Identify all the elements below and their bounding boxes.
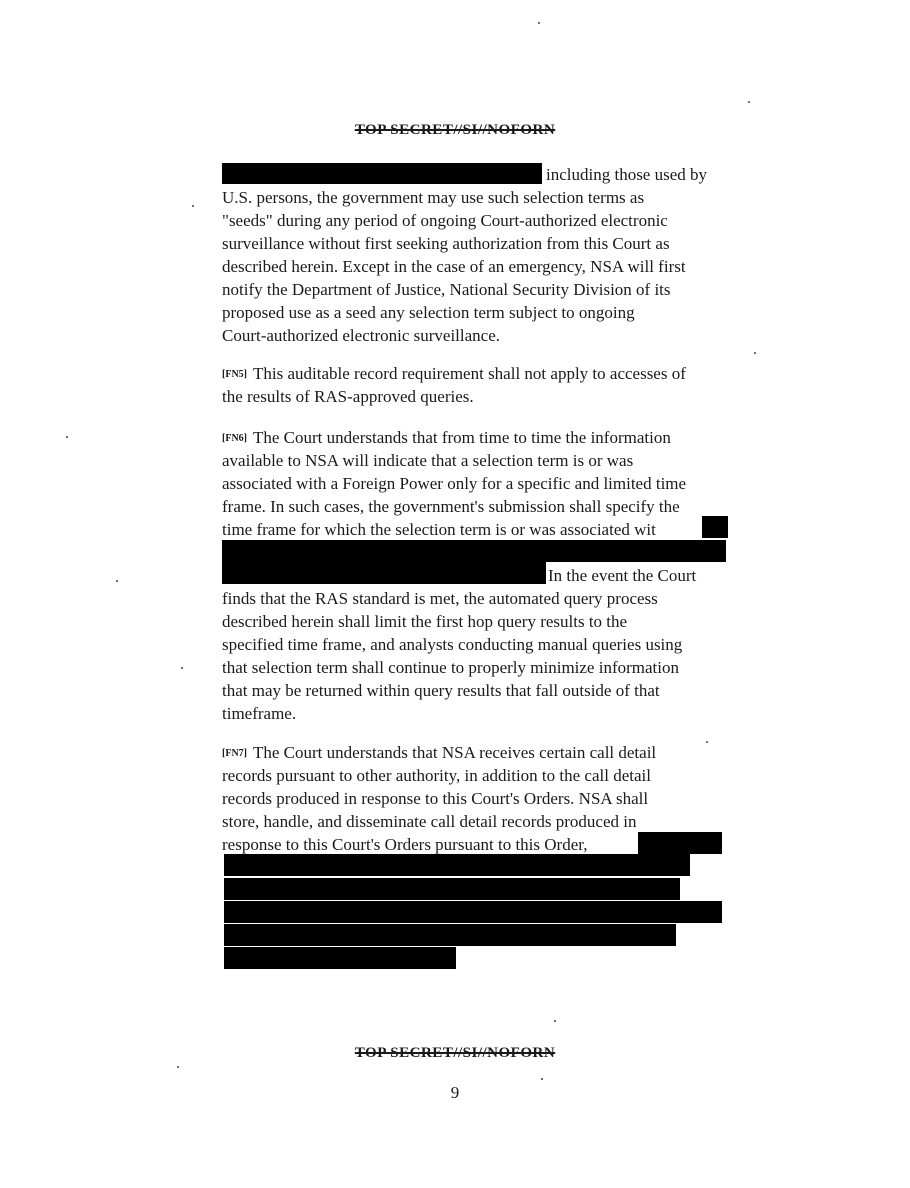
scan-speck [748,101,750,103]
text-line: specified time frame, and analysts conducting manual queries using [222,635,683,654]
text-line: response to this Court's Orders pursuant to this Order, [222,835,588,854]
page-number: 9 [450,1083,460,1102]
footnote-5: [FN5] This auditable record requirement shall not apply to accesses of the results of RAS-approved queries. [222,362,732,408]
text-line: "seeds" during any period of ongoing Court-authorized electronic [222,211,668,230]
redaction-bar [224,878,680,900]
text-line: that selection term shall continue to properly minimize information [222,658,679,677]
scan-speck [706,741,708,743]
scan-speck [66,436,68,438]
text-line: the results of RAS-approved queries. [222,387,474,406]
scan-speck [177,1066,179,1068]
text-line: including those used by [222,163,732,186]
text-line: surveillance without first seeking authorization from this Court as [222,234,670,253]
text-line: described herein. Except in the case of an emergency, NSA will first [222,257,686,276]
footnote-marker: [FN7] [222,748,247,759]
text-line: records produced in response to this Court's Orders. NSA shall [222,789,649,808]
redaction-bar [638,832,722,854]
text-line: finds that the RAS standard is met, the automated query process [222,589,658,608]
text-line: proposed use as a seed any selection term subject to ongoing [222,303,635,322]
scan-speck [181,667,183,669]
text-line: that may be returned within query results that fall outside of that [222,681,660,700]
scan-speck [538,22,540,24]
text-line: described herein shall limit the first hop query results to the [222,612,628,631]
redaction-bar [224,901,722,923]
scan-speck [541,1078,543,1080]
text-line: associated with a Foreign Power only for a specific and limited time [222,474,687,493]
redaction-bar [222,562,546,584]
footnote-marker: [FN5] [222,369,247,380]
redaction-bar [224,854,690,876]
text-line: Court-authorized electronic surveillance. [222,326,501,345]
text-line: available to NSA will indicate that a selection term is or was [222,451,634,470]
text-line: store, handle, and disseminate call detail records produced in [222,812,637,831]
scan-speck [116,580,118,582]
scan-speck [754,352,756,354]
redaction-bar [222,163,542,184]
footnote-marker: [FN6] [222,433,247,444]
text-line: frame. In such cases, the government's submission shall specify the [222,497,680,516]
redaction-bar [224,947,456,969]
header-classification: TOP SECRET//SI//NOFORN [354,122,556,138]
text-line: notify the Department of Justice, National Security Division of its [222,280,671,299]
paragraph-seed-terms [222,163,732,347]
scan-speck [192,205,194,207]
footer-classification: TOP SECRET//SI//NOFORN [354,1045,556,1061]
text-line: U.S. persons, the government may use such selection terms as [222,188,645,207]
redaction-bar [222,540,726,562]
text-line: records pursuant to other authority, in addition to the call detail [222,766,651,785]
scan-speck [554,1020,556,1022]
text-line: time frame for which the selection term is or was associated wit [222,520,656,539]
footnote-6: [FN6] The Court understands that from time to time the information available to NSA will indicate that a selection term is or was associated with a Foreign Power only for a specific and limited time frame. In such cases, the government's submission shall specify the time frame for which the selection term is or was associated wit In the event the Court finds that the RAS standard is met, the automated query process described herein shall limit the first hop query results to the specified time frame, and analysts conducting manual queries using that selection term shall continue to properly minimize information that may be returned within query results that fall outside of that timeframe. [222,426,732,725]
redaction-bar [224,924,676,946]
footnote-7: [FN7] The Court understands that NSA receives certain call detail records pursuant to other authority, in addition to the call detail records produced in response to this Court's Orders. NSA shall store, handle, and disseminate call detail records produced in response to this Court's Orders pursuant to this Order, [222,741,732,856]
text-line: timeframe. [222,704,297,723]
redaction-bar [702,516,728,538]
